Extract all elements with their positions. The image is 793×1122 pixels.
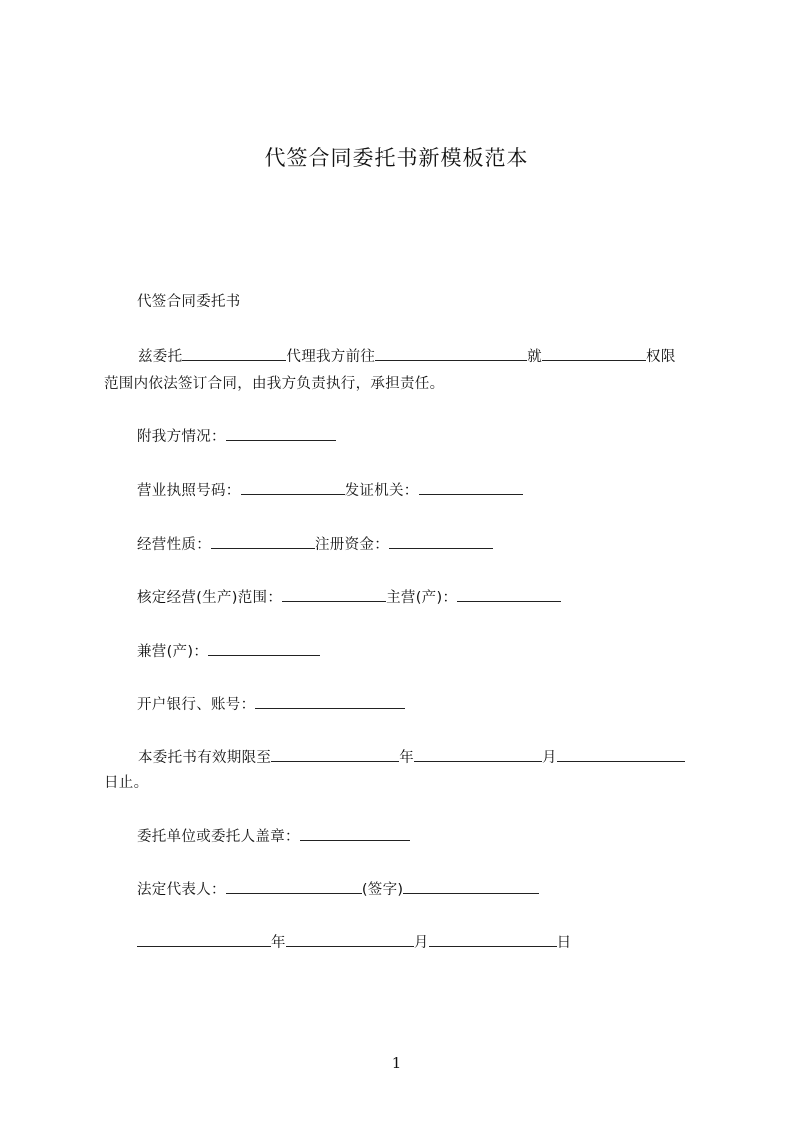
seal-blank[interactable]: [300, 825, 410, 841]
page-number: 1: [391, 1054, 402, 1072]
date-row: [137, 931, 571, 953]
document-title: 代签合同委托书新模板范本: [264, 146, 529, 170]
sign-label: (签字): [361, 882, 404, 898]
validity-month-blank[interactable]: [414, 746, 542, 762]
validity-year-label: 年: [399, 750, 415, 766]
our-info-row: [137, 425, 336, 447]
seal-row: [137, 825, 410, 847]
validity-line-1: [138, 746, 685, 768]
our-info-blank[interactable]: [226, 425, 336, 441]
main-label: 主营(产)：: [386, 590, 458, 606]
side-row: [137, 640, 320, 662]
date-month-blank[interactable]: [286, 931, 414, 947]
issuer-blank[interactable]: [419, 479, 523, 495]
scope-row: [137, 586, 561, 608]
date-day-blank[interactable]: [429, 931, 557, 947]
validity-day-blank[interactable]: [557, 746, 685, 762]
legal-rep-blank[interactable]: [226, 878, 362, 894]
matter-blank[interactable]: [542, 345, 646, 361]
issuer-label: 发证机关：: [344, 483, 419, 499]
date-day-label: 日: [556, 935, 572, 951]
destination-blank[interactable]: [375, 345, 527, 361]
entrust-text-4: 权限: [646, 349, 676, 365]
capital-label: 注册资金：: [315, 537, 389, 553]
side-blank[interactable]: [208, 640, 320, 656]
bank-blank[interactable]: [255, 693, 405, 709]
seal-label: 委托单位或委托人盖章：: [137, 829, 300, 845]
date-month-label: 月: [413, 935, 429, 951]
nature-label: 经营性质：: [137, 537, 211, 553]
scope-label: 核定经营(生产)范围：: [137, 590, 283, 606]
capital-blank[interactable]: [389, 533, 493, 549]
agent-blank[interactable]: [182, 345, 286, 361]
sign-blank[interactable]: [403, 878, 539, 894]
validity-year-blank[interactable]: [271, 746, 399, 762]
date-year-label: 年: [271, 935, 286, 951]
license-row: [137, 479, 523, 501]
entrust-text-1: 兹委托: [138, 349, 183, 365]
entrust-line-1: [138, 345, 676, 367]
nature-blank[interactable]: [211, 533, 315, 549]
entrust-text-2: 代理我方前往: [286, 349, 376, 365]
legal-rep-row: [137, 878, 539, 900]
side-label: 兼营(产)：: [137, 644, 209, 660]
bank-row: [137, 693, 405, 715]
date-year-blank[interactable]: [137, 931, 271, 947]
license-label: 营业执照号码：: [137, 483, 241, 499]
entrust-line-2: 范围内依法签订合同，由我方负责执行，承担责任。: [104, 376, 445, 392]
scope-blank[interactable]: [282, 586, 386, 602]
letter-heading: 代签合同委托书: [137, 294, 241, 310]
legal-rep-label: 法定代表人：: [137, 882, 226, 898]
bank-label: 开户银行、账号：: [137, 697, 256, 713]
nature-row: [137, 533, 493, 555]
main-blank[interactable]: [457, 586, 561, 602]
validity-text: 本委托书有效期限至: [138, 750, 272, 766]
entrust-text-3: 就: [527, 349, 543, 365]
our-info-label: 附我方情况：: [137, 429, 226, 445]
license-blank[interactable]: [241, 479, 345, 495]
validity-line-2: 日止。: [104, 775, 149, 791]
validity-month-label: 月: [542, 750, 557, 766]
